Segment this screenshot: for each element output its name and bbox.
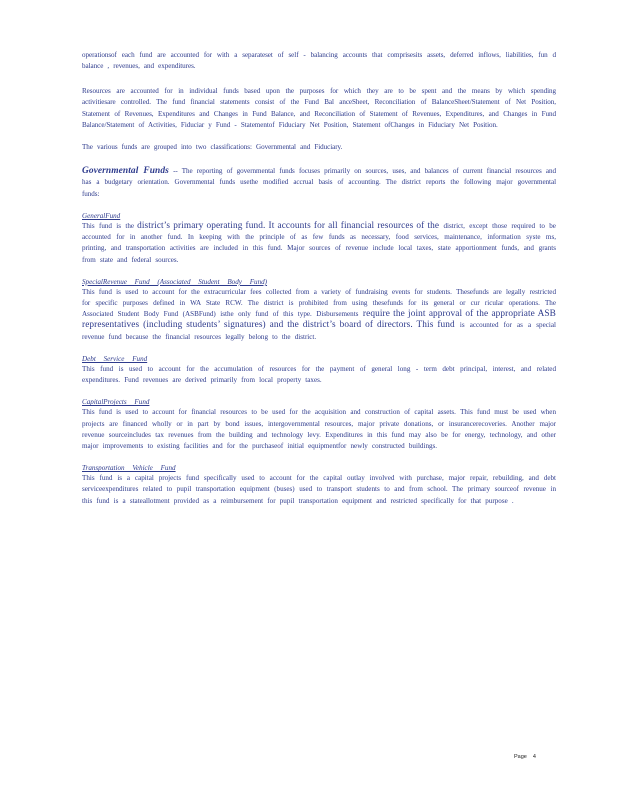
debt-service-fund-section xyxy=(82,354,556,386)
page-label: Page xyxy=(514,754,527,760)
transportation-vehicle-fund-section xyxy=(82,463,556,507)
special-revenue-fund-body: This fund is used to account for the extracurricular fees collected from a variety of fundraising events for students. Thesefunds are legally restricted for specific purposes defined in WA State RCW. The district is prohibited from using thesefunds for its general or cur ricular operations. The Associated Student Body Fund (ASBFund) isthe only fund of this type. Disbursements require the joint approval of the appropriate ASB representatives (including students’ signatures) and the district’s board of directors. This fund is accounted for as a special revenue fund because the financial resources legally belong to the district. xyxy=(82,287,556,341)
capital-projects-fund-body: This fund is used to account for financial resources to be used for the acquisition and construction of capital assets. This fund must be used when projects are financed wholly or in part by bond issues, intergovernmental resources, major private donations, or insurancerecoveries. Another major revenue sourceincludes tax revenues from the building and technology levy. Expenditures in this fund may also be for energy, technology, and other major improvements to existing facilities and for the purchaseof initial equipmentfor newly constructed buildings. xyxy=(82,408,556,450)
special-revenue-fund-section xyxy=(82,277,556,343)
capital-projects-fund-section xyxy=(82,397,556,452)
debt-service-fund-body: This fund is used to account for the accumulation of resources for the payment of general long - term debt principal, interest, and related expenditures. Fund revenues are derived primarily from local property taxes. xyxy=(82,364,556,385)
intro-paragraph: operationsof each fund are accounted for with a separateset of self - balancing accounts that comprisesits assets, deferred inflows, liabilities, fun d balance , revenues, and expenditures. xyxy=(82,51,556,71)
governmental-funds-paragraph xyxy=(82,166,556,200)
transportation-vehicle-fund-body: This fund is a capital projects fund specifically used to account for the capital outlay involved with purchase, major repair, rebuilding, and debt serviceexpenditures related to pupil transportation equipment (buses) used to transport students to and from school. The primary sourceof revenue in this fund is a stateallotment provided as a reimbursement for pupil transportation equipment and restricted specifically for that purpose . xyxy=(82,474,556,505)
governmental-funds-text: -- The reporting of governmental funds focuses primarily on sources, uses, and balances of current financial resources and has a budgetary orientation. Governmental funds usethe modified accrual basis of accounting. The district reports the following major governmental funds: xyxy=(82,166,556,198)
resources-paragraph: Resources are accounted for in individual funds based upon the purposes for which they are to be spent and the means by which spending activitiesare controlled. The fund financial statements consist of the Fund Bal anceSheet, Reconciliation of BalanceSheet/Statement of Net Position, Statement of Revenues, Expenditures and Changes in Fund Balance, and Reconciliation of Statement of Revenues, Expenditures, and Changes in Fund Balance/Statement of Activities, Fiduciar y Fund - Statementof Fiduciary Net Position, Statement ofChanges in Fiduciary Net Position. xyxy=(82,86,556,130)
document-page xyxy=(82,50,556,518)
capital-projects-fund-title: CapitalProjects Fund xyxy=(82,398,150,407)
classifications-paragraph: The various funds are grouped into two classifications: Governmental and Fiduciary. xyxy=(82,143,343,152)
transportation-vehicle-fund-title: Transportation Vehicle Fund xyxy=(82,464,176,473)
general-fund-section xyxy=(82,211,556,266)
debt-service-fund-title: Debt Service Fund xyxy=(82,354,148,363)
general-fund-title: GeneralFund xyxy=(82,212,121,221)
page-footer xyxy=(514,754,542,760)
governmental-funds-term: Governmental Funds xyxy=(82,165,169,176)
general-fund-body: This fund is the district’s primary operating fund. It accounts for all financial resources of the district, except those required to be accounted for in another fund. In keeping with the principle of as few funds as necessary, food services, maintenance, information syste ms, printing, and transportation activities are included in this fund. Major sources of revenue include local taxes, state apportionment funds, and grants from state and federal sources. xyxy=(82,221,556,264)
special-revenue-fund-title: SpecialRevenue Fund (Associated Student Body Fund) xyxy=(82,277,268,286)
page-number: 4 xyxy=(532,754,536,760)
